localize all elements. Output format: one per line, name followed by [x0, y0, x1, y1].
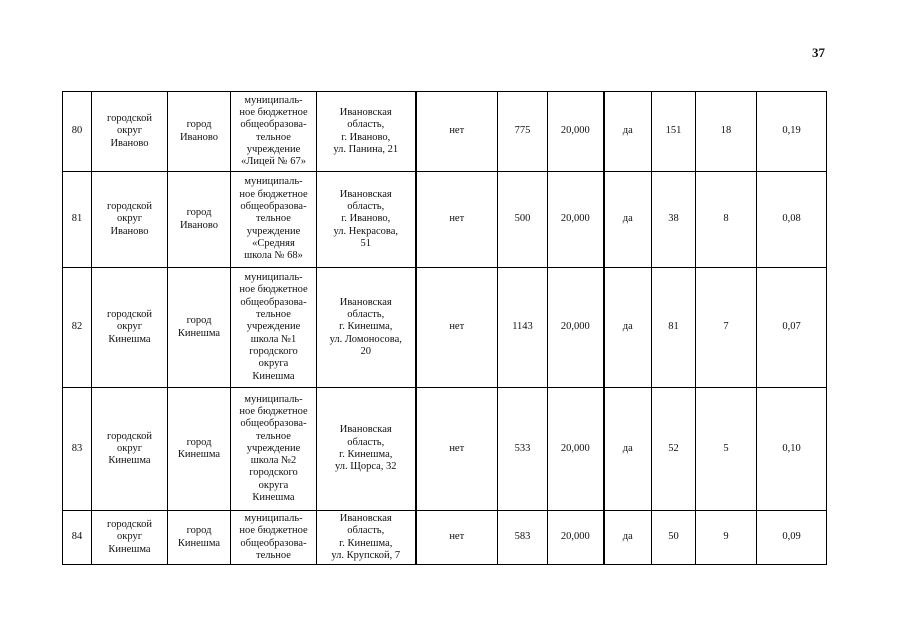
col7-text: 1143 — [512, 321, 533, 333]
col10-text: 52 — [668, 442, 679, 454]
col12-cell — [757, 172, 827, 268]
col6-text: нет — [449, 321, 465, 333]
col8-cell — [548, 388, 604, 511]
address-text: Ивановская область, г. Иваново, ул. Панина, 21 — [333, 106, 399, 155]
row-number-cell — [63, 268, 92, 388]
col7-cell — [498, 388, 548, 511]
col12-cell — [757, 92, 827, 172]
institution-cell — [231, 268, 317, 388]
row-number-cell — [63, 92, 92, 172]
table-row — [63, 268, 827, 388]
col10-cell — [652, 388, 696, 511]
col7-cell — [498, 511, 548, 565]
address-cell — [317, 92, 416, 172]
district-text: городской округ Кинешма — [107, 430, 152, 467]
locality-text: город Иваново — [179, 119, 219, 143]
row-number-cell — [63, 172, 92, 268]
col11-text: 5 — [723, 442, 729, 454]
col8-cell — [548, 511, 604, 565]
district-cell — [92, 172, 168, 268]
institution-text: муниципаль- ное бюджетное общеобразова- тельное учреждение «Средняя школа № 68» — [239, 176, 308, 262]
institution-cell — [231, 511, 317, 565]
locality-cell — [168, 268, 231, 388]
table-row — [63, 172, 827, 268]
col12-text: 0,10 — [782, 442, 801, 454]
address-cell — [317, 388, 416, 511]
col9-text: да — [622, 213, 633, 225]
col8-cell — [548, 92, 604, 172]
col9-cell — [604, 388, 652, 511]
col8-text: 20,000 — [560, 321, 590, 333]
col8-cell — [548, 268, 604, 388]
institutions-table — [62, 91, 827, 565]
col11-text: 8 — [723, 213, 729, 225]
address-text: Ивановская область, г. Кинешма, ул. Щорса, 32 — [334, 424, 397, 473]
col7-cell — [498, 92, 548, 172]
col7-text: 533 — [514, 442, 531, 454]
col10-text: 81 — [668, 321, 679, 333]
institution-text: муниципаль- ное бюджетное общеобразова- тельное — [239, 512, 308, 561]
district-cell — [92, 268, 168, 388]
col11-cell — [696, 268, 757, 388]
institution-text: муниципаль- ное бюджетное общеобразова- тельное учреждение «Лицей № 67» — [239, 94, 308, 168]
col12-cell — [757, 268, 827, 388]
col9-text: да — [622, 125, 633, 137]
locality-text: город Кинешма — [177, 436, 221, 460]
page-number: 37 — [812, 45, 825, 60]
district-text: городской округ Иваново — [107, 201, 152, 237]
institution-cell — [231, 172, 317, 268]
col11-text: 18 — [720, 125, 732, 137]
col11-cell — [696, 92, 757, 172]
institution-text: муниципаль- ное бюджетное общеобразова- тельное учреждение школа №1 городского округа Кинешма — [239, 272, 308, 382]
col9-cell — [604, 92, 652, 172]
row-number: 82 — [71, 321, 83, 333]
row-number: 84 — [71, 531, 83, 543]
address-text: Ивановская область, г. Кинешма, ул. Ломоносова, 20 — [329, 296, 402, 357]
col7-cell — [498, 268, 548, 388]
col8-text: 20,000 — [560, 213, 590, 225]
row-number-cell — [63, 511, 92, 565]
district-cell — [92, 92, 168, 172]
col9-cell — [604, 511, 652, 565]
locality-text: город Кинешма — [177, 525, 221, 549]
col7-text: 583 — [514, 531, 531, 543]
address-cell — [317, 268, 416, 388]
col10-cell — [652, 92, 696, 172]
col6-text: нет — [449, 531, 465, 543]
col8-text: 20,000 — [560, 442, 590, 454]
locality-text: город Иваново — [179, 207, 219, 231]
col7-cell — [498, 172, 548, 268]
row-number: 81 — [71, 213, 83, 225]
district-text: городской округ Кинешма — [107, 519, 152, 555]
col11-cell — [696, 172, 757, 268]
col6-text: нет — [449, 442, 465, 454]
col9-text: да — [622, 531, 633, 543]
col9-text: да — [622, 442, 633, 454]
table-row — [63, 388, 827, 511]
col8-text: 20,000 — [560, 531, 590, 543]
institution-cell — [231, 388, 317, 511]
table-row — [63, 511, 827, 565]
district-text: городской округ Иваново — [107, 113, 152, 149]
locality-cell — [168, 388, 231, 511]
col12-text: 0,08 — [782, 213, 801, 225]
locality-text: город Кинешма — [177, 315, 221, 339]
col7-text: 775 — [514, 125, 531, 137]
col10-cell — [652, 268, 696, 388]
row-number: 83 — [71, 442, 83, 454]
col10-text: 151 — [665, 125, 682, 137]
col10-cell — [652, 172, 696, 268]
col6-text: нет — [449, 213, 465, 225]
locality-cell — [168, 172, 231, 268]
locality-cell — [168, 511, 231, 565]
institution-text: муниципаль- ное бюджетное общеобразова- тельное учреждение школа №2 городского округа Кинешма — [239, 393, 308, 504]
col6-cell — [416, 172, 498, 268]
col10-cell — [652, 511, 696, 565]
address-cell — [317, 511, 416, 565]
address-text: Ивановская область, г. Иваново, ул. Некрасова, 51 — [333, 188, 399, 249]
col12-cell — [757, 511, 827, 565]
district-cell — [92, 388, 168, 511]
col9-cell — [604, 172, 652, 268]
col10-text: 38 — [668, 213, 679, 225]
address-text: Ивановская область, г. Кинешма, ул. Крупской, 7 — [331, 512, 401, 561]
col8-cell — [548, 172, 604, 268]
col6-cell — [416, 92, 498, 172]
institution-cell — [231, 92, 317, 172]
col12-cell — [757, 388, 827, 511]
locality-cell — [168, 92, 231, 172]
col12-text: 0,09 — [782, 531, 801, 543]
col11-cell — [696, 511, 757, 565]
col11-cell — [696, 388, 757, 511]
col8-text: 20,000 — [560, 125, 590, 137]
col12-text: 0,07 — [782, 321, 801, 333]
col11-text: 9 — [723, 531, 729, 543]
col10-text: 50 — [668, 531, 679, 543]
col6-cell — [416, 388, 498, 511]
row-number: 80 — [71, 125, 83, 137]
col11-text: 7 — [723, 321, 729, 333]
table-row — [63, 92, 827, 172]
col9-cell — [604, 268, 652, 388]
col7-text: 500 — [514, 213, 531, 225]
district-text: городской округ Кинешма — [107, 309, 152, 345]
col6-text: нет — [449, 125, 465, 137]
col6-cell — [416, 268, 498, 388]
address-cell — [317, 172, 416, 268]
col9-text: да — [622, 321, 633, 333]
col12-text: 0,19 — [782, 125, 801, 137]
district-cell — [92, 511, 168, 565]
row-number-cell — [63, 388, 92, 511]
col6-cell — [416, 511, 498, 565]
